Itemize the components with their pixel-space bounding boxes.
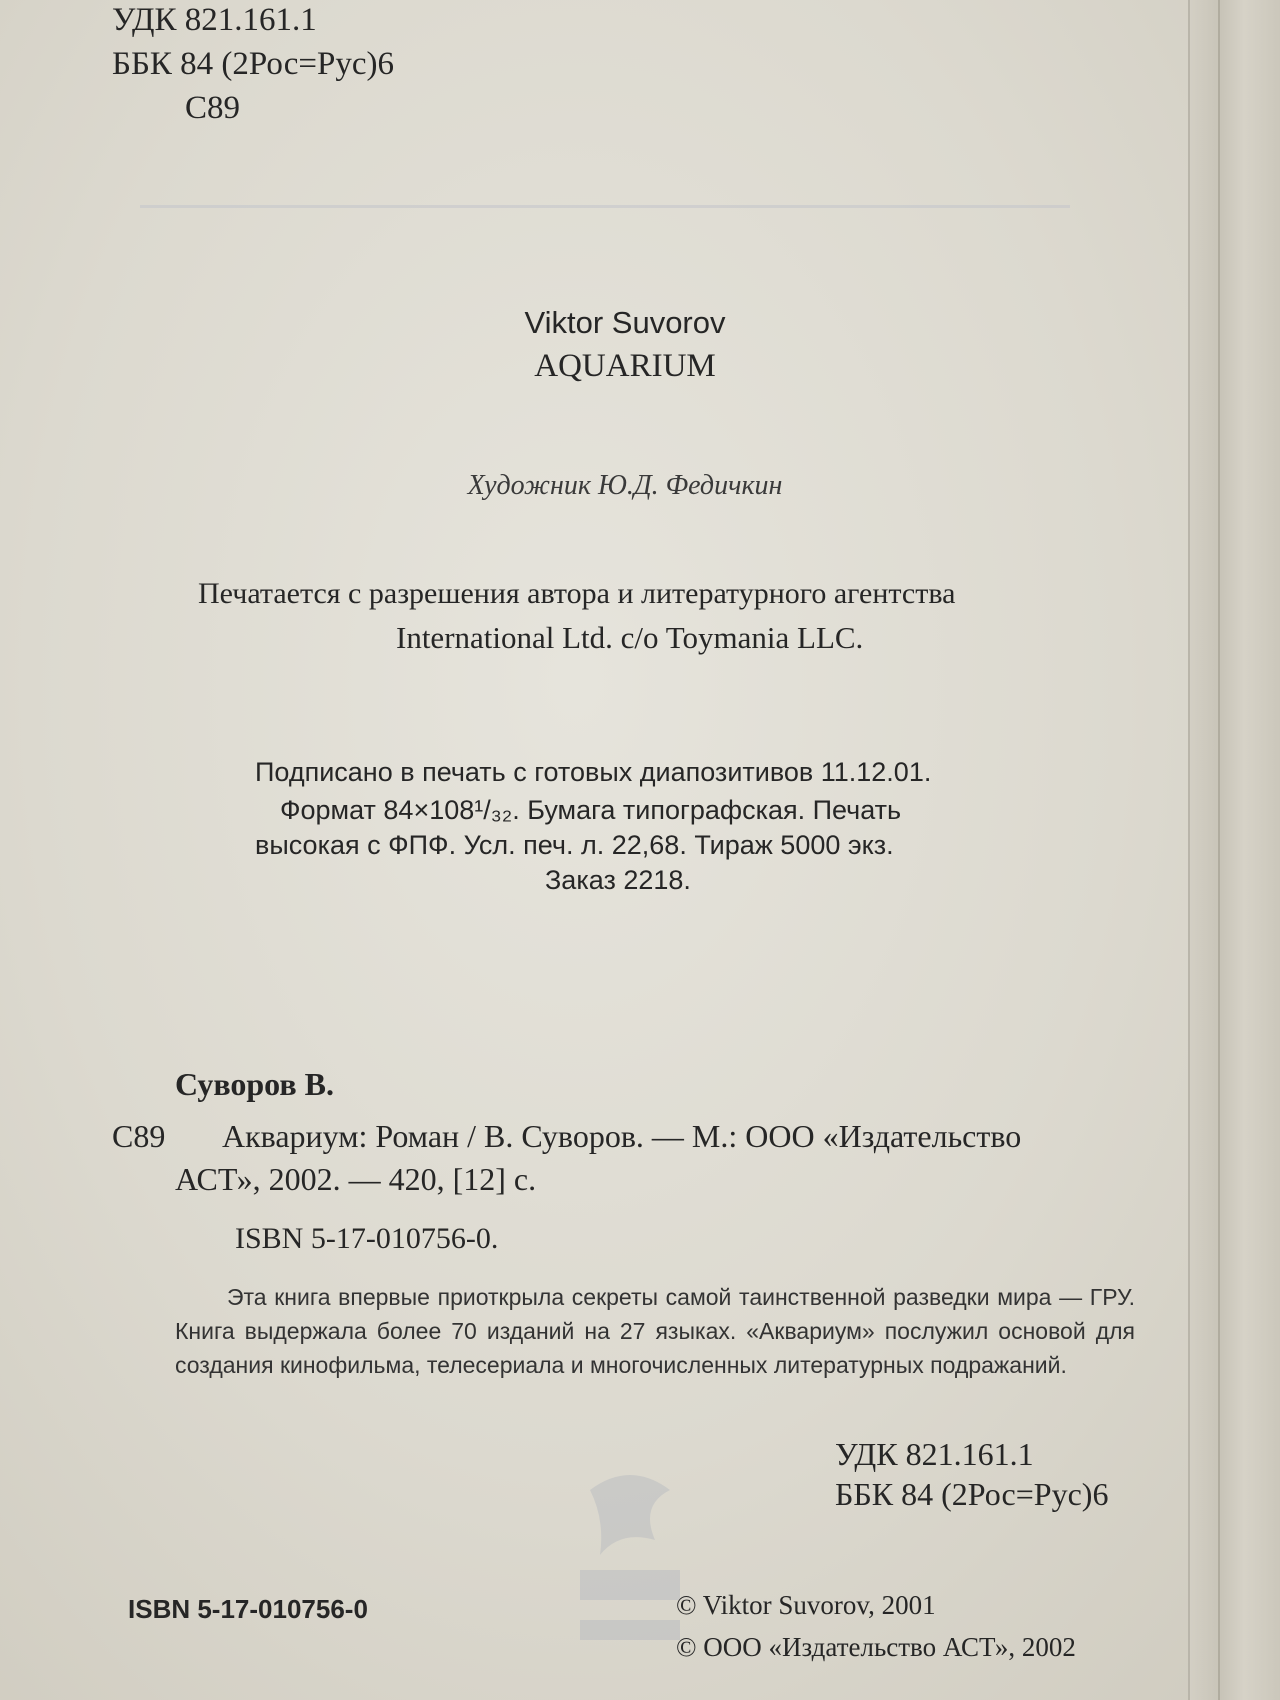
book-annotation: Эта книга впервые приоткрыла секреты самой таинственной разведки мира — ГРУ. Книга выдержала более 70 изданий на 27 языках. «Аквариум» послужил основой для создания кинофильма, телесериала и многочисленных литературных подражаний. xyxy=(175,1284,1135,1378)
isbn-footer: ISBN 5-17-010756-0 xyxy=(128,1594,368,1624)
author-mark-top: С89 xyxy=(185,90,241,126)
english-title: AQUARIUM xyxy=(534,348,716,384)
bibliographic-description-line-1: Аквариум: Роман / В. Суворов. — М.: ООО «Издательство xyxy=(222,1118,1022,1154)
bibliographic-code: С89 xyxy=(112,1118,166,1154)
permission-line-2: International Ltd. c/o Toymania LLC. xyxy=(396,620,864,655)
udk-code-bottom: УДК 821.161.1 xyxy=(835,1436,1034,1472)
english-author: Viktor Suvorov xyxy=(524,305,726,340)
bbk-code-top: ББК 84 (2Рос=Рус)6 xyxy=(112,46,394,82)
page-edge-fold xyxy=(1218,0,1220,1700)
print-info-line-1: Подписано в печать с готовых диапозитивов 11.12.01. xyxy=(255,757,932,787)
page-edge xyxy=(1188,0,1280,1700)
print-info-line-3: высокая с ФПФ. Усл. печ. л. 22,68. Тираж 5000 экз. xyxy=(255,830,894,860)
bbk-code-bottom: ББК 84 (2Рос=Рус)6 xyxy=(835,1476,1109,1512)
print-info-line-4: Заказ 2218. xyxy=(545,865,691,895)
copyright-author: © Viktor Suvorov, 2001 xyxy=(676,1590,936,1620)
permission-line-1: Печатается с разрешения автора и литературного агентства xyxy=(198,577,956,610)
copyright-publisher: © ООО «Издательство АСТ», 2002 xyxy=(676,1632,1076,1662)
bibliographic-author: Суворов В. xyxy=(175,1066,334,1102)
udk-code-top: УДК 821.161.1 xyxy=(112,2,317,38)
bibliographic-isbn: ISBN 5-17-010756-0. xyxy=(235,1222,499,1255)
bibliographic-description-line-2: АСТ», 2002. — 420, [12] с. xyxy=(175,1161,537,1197)
show-through-rule xyxy=(140,205,1070,208)
print-info-line-2: Формат 84×108¹/₃₂. Бумага типографская. Печать xyxy=(280,795,902,825)
artist-credit: Художник Ю.Д. Федичкин xyxy=(467,470,783,501)
